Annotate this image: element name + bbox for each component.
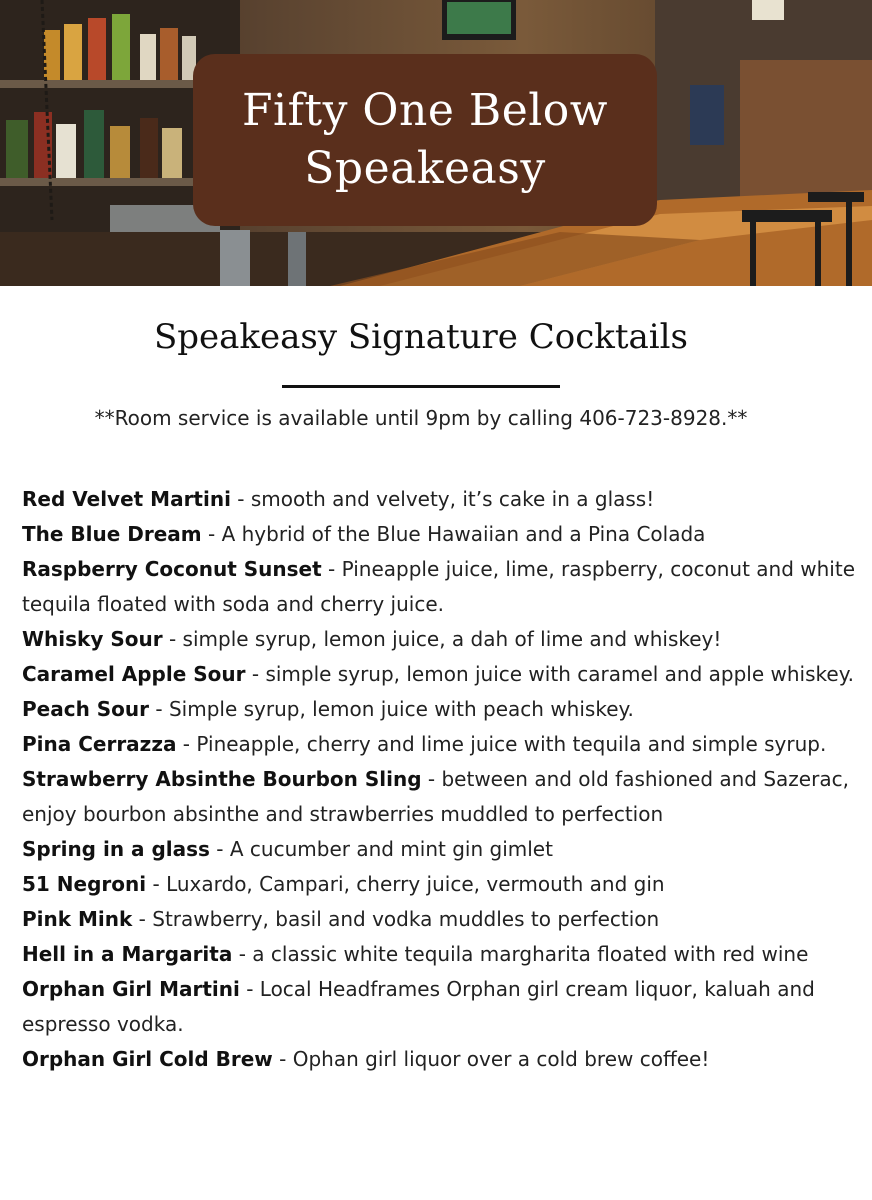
cocktail-description: Strawberry, basil and vodka muddles to perfection — [152, 907, 660, 931]
cocktail-item — [22, 867, 868, 902]
cocktail-separator: - — [421, 767, 442, 791]
cocktail-item — [22, 762, 868, 832]
cocktail-name: Hell in a Margarita — [22, 942, 233, 966]
cocktail-name: Spring in a glass — [22, 837, 210, 861]
cocktail-name: The Blue Dream — [22, 522, 202, 546]
cocktail-name: 51 Negroni — [22, 872, 147, 896]
room-service-note: **Room service is available until 9pm by calling 406-723-8928.** — [94, 406, 748, 430]
cocktail-description: between and old fashioned and Sazerac, enjoy bourbon absinthe and strawberries muddled to perfection — [22, 767, 849, 826]
cocktail-list — [22, 482, 868, 1077]
cocktail-item — [22, 692, 868, 727]
cocktail-item — [22, 937, 868, 972]
cocktail-description: Simple syrup, lemon juice with peach whiskey. — [168, 697, 634, 721]
cocktail-item — [22, 657, 868, 692]
cocktail-name: Raspberry Coconut Sunset — [22, 557, 322, 581]
cocktail-description: simple syrup, lemon juice, a dah of lime and whiskey! — [182, 627, 722, 651]
cocktail-separator: - — [176, 732, 197, 756]
cocktail-item — [22, 482, 868, 517]
cocktail-name: Red Velvet Martini — [22, 487, 231, 511]
cocktail-separator: - — [201, 522, 222, 546]
cocktail-description: smooth and velvety, it’s cake in a glass! — [250, 487, 655, 511]
cocktail-separator: - — [162, 627, 183, 651]
cocktail-separator: - — [245, 662, 266, 686]
cocktail-separator: - — [272, 1047, 293, 1071]
cocktail-name: Pina Cerrazza — [22, 732, 177, 756]
cocktail-name: Whisky Sour — [22, 627, 163, 651]
cocktail-name: Peach Sour — [22, 697, 150, 721]
cocktail-description: simple syrup, lemon juice with caramel and apple whiskey. — [265, 662, 855, 686]
cocktail-separator: - — [232, 942, 253, 966]
cocktail-separator: - — [132, 907, 153, 931]
cocktail-item — [22, 727, 868, 762]
cocktail-item — [22, 517, 868, 552]
cocktail-description: A cucumber and mint gin gimlet — [229, 837, 553, 861]
cocktail-description: A hybrid of the Blue Hawaiian and a Pina Colada — [221, 522, 706, 546]
cocktail-item — [22, 622, 868, 657]
menu-heading: Speakeasy Signature Cocktails — [153, 317, 688, 357]
cocktail-item — [22, 552, 868, 622]
cocktail-description: Pineapple, cherry and lime juice with tequila and simple syrup. — [196, 732, 827, 756]
cocktail-separator: - — [149, 697, 169, 721]
cocktail-description: Pineapple juice, lime, raspberry, coconut and white tequila floated with soda and cherry juice. — [22, 557, 856, 616]
cocktail-description: Luxardo, Campari, cherry juice, vermouth and gin — [166, 872, 665, 896]
cocktail-description: a classic white tequila margharita floated with red wine — [252, 942, 809, 966]
cocktail-separator: - — [146, 872, 167, 896]
cocktail-name: Orphan Girl Cold Brew — [22, 1047, 273, 1071]
cocktail-item — [22, 972, 868, 1042]
cocktail-separator: - — [230, 487, 251, 511]
cocktail-description: Local Headframes Orphan girl cream liquor, kaluah and espresso vodka. — [22, 977, 815, 1036]
title-banner — [193, 54, 657, 226]
cocktail-item — [22, 902, 868, 937]
cocktail-item — [22, 1042, 868, 1077]
cocktail-separator: - — [239, 977, 260, 1001]
bar-name-line1: Fifty One Below — [242, 85, 608, 136]
bar-interior-photo — [0, 0, 872, 286]
bar-name-line2: Speakeasy — [304, 143, 546, 194]
cocktail-name: Caramel Apple Sour — [22, 662, 246, 686]
cocktail-item — [22, 832, 868, 867]
cocktail-name: Strawberry Absinthe Bourbon Sling — [22, 767, 422, 791]
cocktail-description: Ophan girl liquor over a cold brew coffee! — [292, 1047, 710, 1071]
heading-divider — [282, 385, 560, 388]
cocktail-name: Pink Mink — [22, 907, 133, 931]
cocktail-name: Orphan Girl Martini — [22, 977, 240, 1001]
cocktail-separator: - — [321, 557, 342, 581]
cocktail-separator: - — [209, 837, 230, 861]
